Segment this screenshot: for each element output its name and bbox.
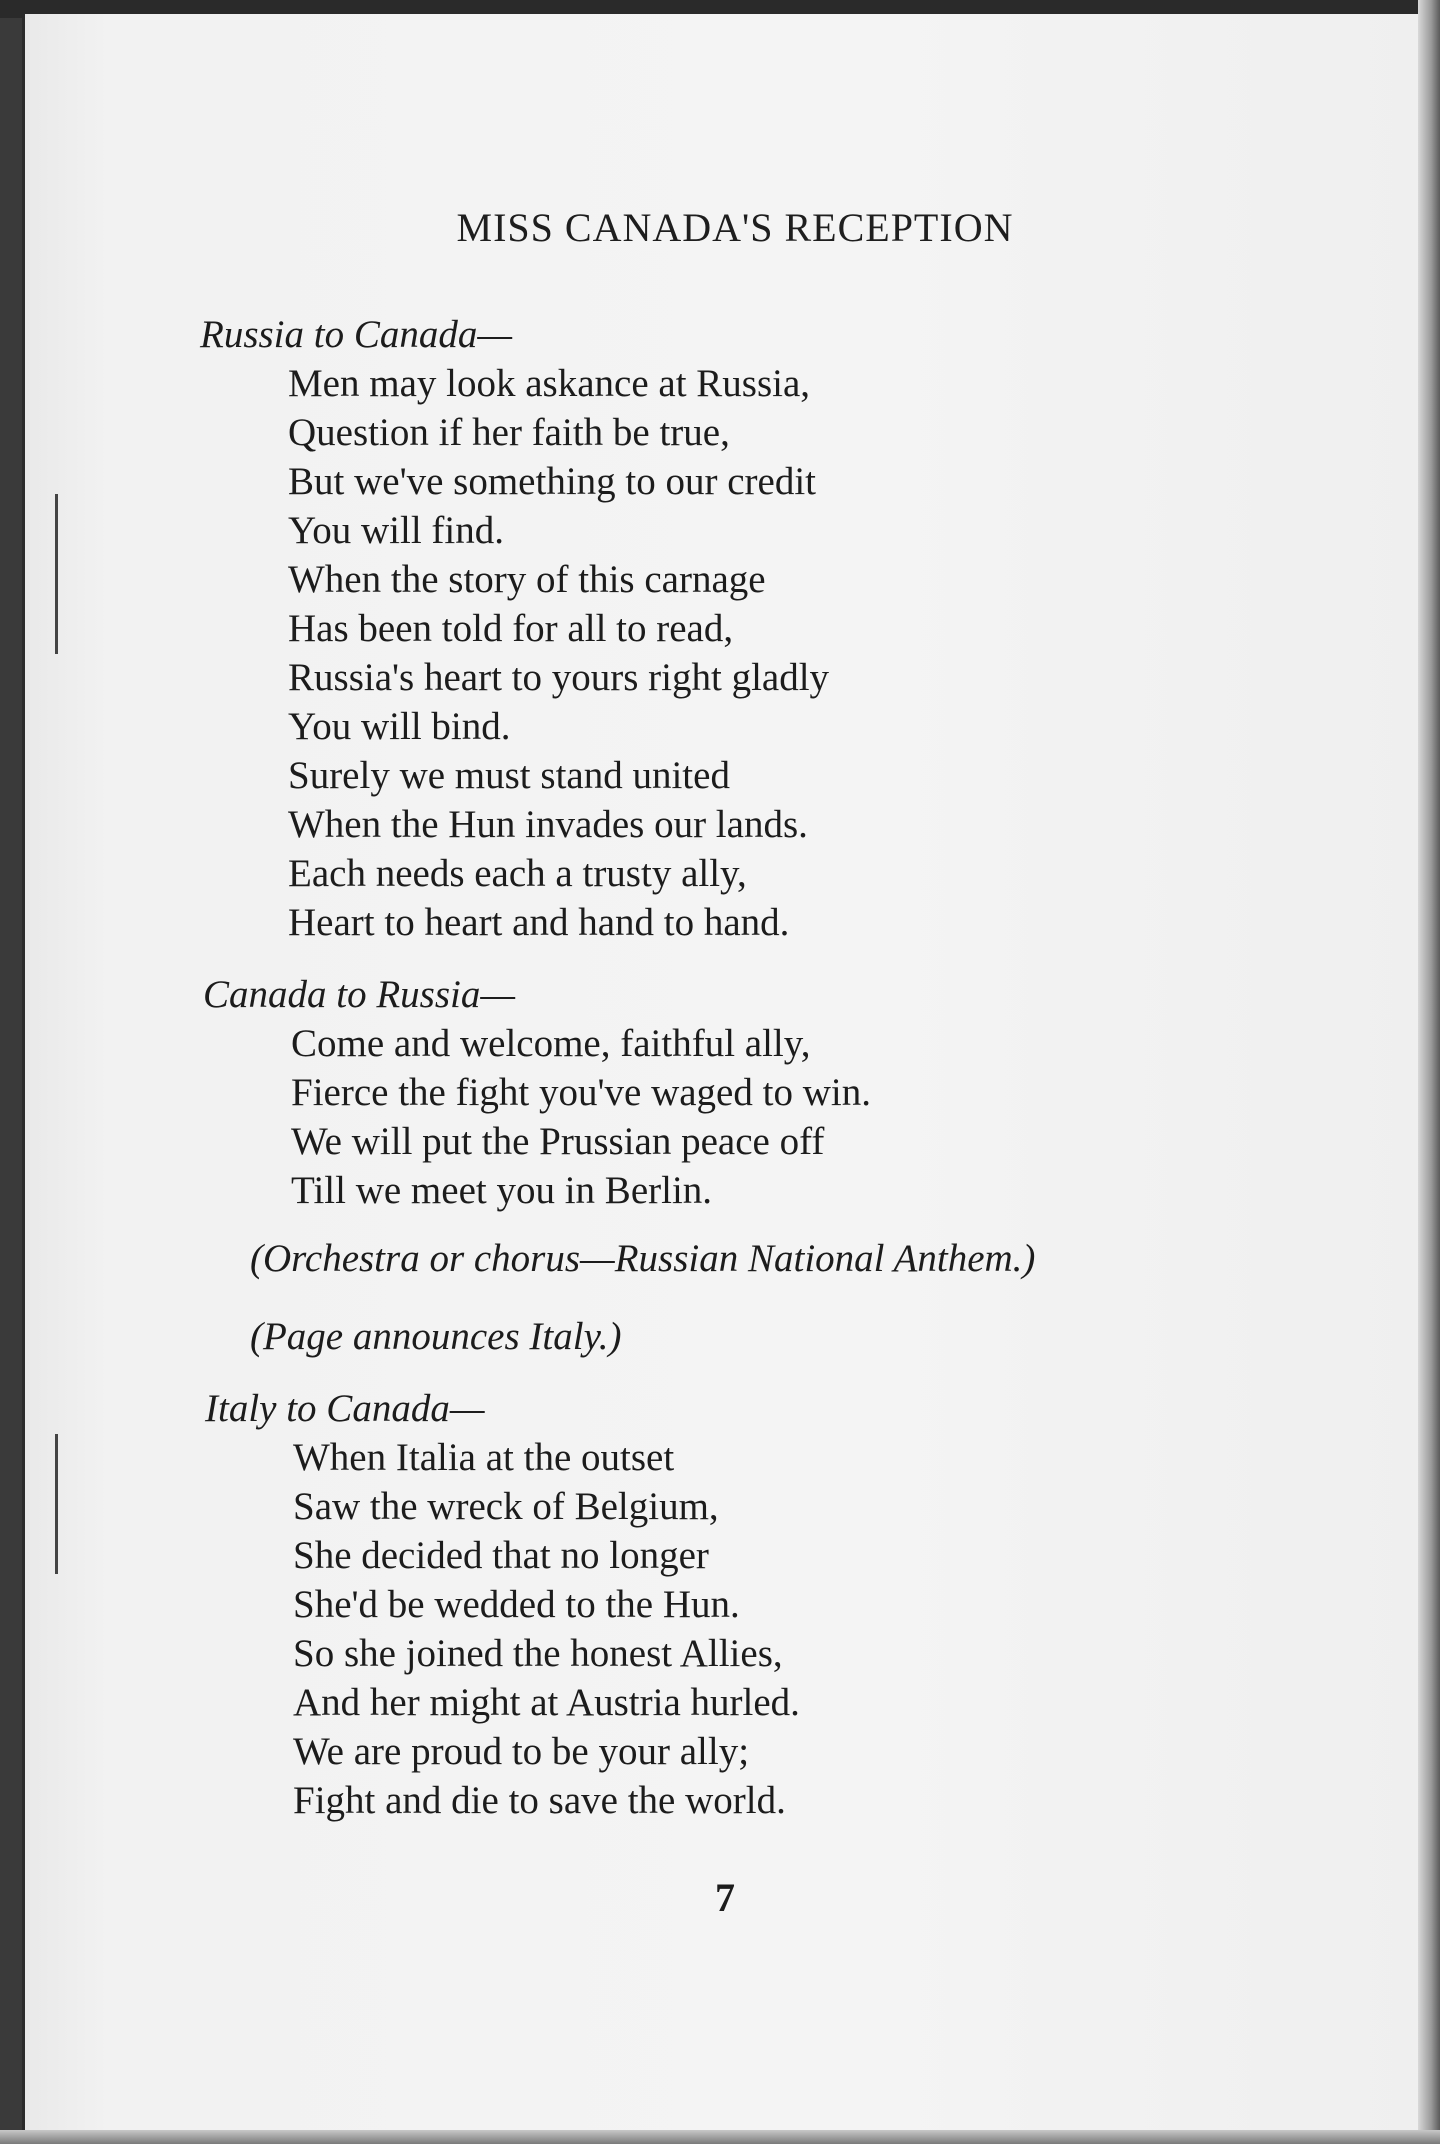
- verse-line: Surely we must stand united: [288, 754, 730, 797]
- verse-lines: [200, 359, 829, 947]
- page-title: MISS CANADA'S RECEPTION: [456, 205, 1014, 250]
- verse-line: You will bind.: [288, 705, 511, 748]
- verse-line: You will find.: [288, 509, 505, 552]
- stanza-canada: [203, 970, 871, 1215]
- verse-line: We are proud to be your ally;: [293, 1730, 750, 1773]
- speaker-label: Canada to Russia—: [203, 973, 516, 1016]
- verse-line: We will put the Prussian peace off: [291, 1120, 825, 1163]
- verse-line: When the story of this carnage: [288, 558, 766, 601]
- verse-line: Each needs each a trusty ally,: [288, 852, 747, 895]
- verse-line: And her might at Austria hurled.: [293, 1681, 800, 1724]
- verse-lines: [205, 1433, 800, 1825]
- page-number: 7: [715, 1875, 735, 1920]
- speaker-label: Russia to Canada—: [200, 313, 513, 356]
- verse-line: Has been told for all to read,: [288, 607, 734, 650]
- verse-line: Come and welcome, faithful ally,: [291, 1022, 811, 1065]
- page-edge-shadow: [1418, 0, 1440, 2144]
- verse-line: But we've something to our credit: [288, 460, 817, 503]
- verse-line: She decided that no longer: [293, 1534, 709, 1577]
- verse-line: Fight and die to save the world.: [293, 1779, 786, 1822]
- verse-line: So she joined the honest Allies,: [293, 1632, 783, 1675]
- speaker-label: Italy to Canada—: [205, 1387, 485, 1430]
- verse-line: She'd be wedded to the Hun.: [293, 1583, 740, 1626]
- verse-line: When Italia at the outset: [293, 1436, 675, 1479]
- verse-lines: [203, 1019, 871, 1215]
- verse-line: Heart to heart and hand to hand.: [288, 901, 790, 944]
- verse-line: Saw the wreck of Belgium,: [293, 1485, 719, 1528]
- stage-direction: (Page announces Italy.): [250, 1315, 622, 1358]
- verse-line: Fierce the fight you've waged to win.: [291, 1071, 871, 1114]
- verse-line: Till we meet you in Berlin.: [291, 1169, 713, 1212]
- binding-mark: [55, 1434, 58, 1574]
- verse-line: When the Hun invades our lands.: [288, 803, 808, 846]
- page-bottom-shadow: [0, 2130, 1440, 2144]
- book-page: [22, 14, 1422, 2144]
- verse-line: Question if her faith be true,: [288, 411, 730, 454]
- binding-mark: [55, 494, 58, 654]
- stanza-italy: [205, 1384, 800, 1825]
- stanza-russia: [200, 310, 829, 947]
- verse-line: Men may look askance at Russia,: [288, 362, 811, 405]
- verse-line: Russia's heart to yours right gladly: [288, 656, 830, 699]
- stage-direction: (Orchestra or chorus—Russian National Anthem.): [250, 1237, 1036, 1280]
